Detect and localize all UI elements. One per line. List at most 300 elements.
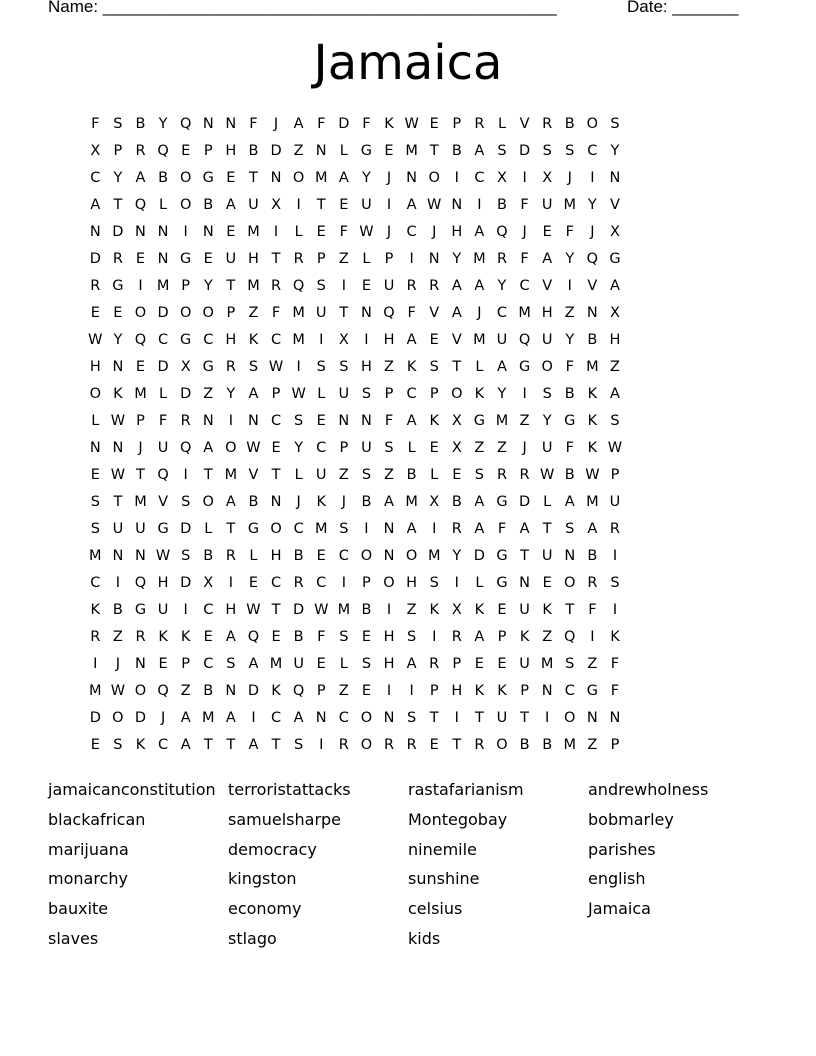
grid-letter: Y — [226, 386, 236, 402]
grid-letter: Z — [609, 359, 620, 375]
grid-letter: R — [112, 251, 123, 267]
word-search-grid — [84, 111, 626, 759]
grid-letter: S — [565, 143, 575, 159]
grid-letter: S — [361, 386, 372, 402]
grid-letter: O — [134, 683, 147, 699]
grid-letter: F — [565, 440, 574, 456]
grid-letter: T — [339, 305, 349, 321]
grid-letter: I — [522, 386, 527, 402]
grid-letter: C — [564, 683, 575, 699]
grid-letter: V — [158, 494, 169, 510]
grid-letter: B — [135, 116, 146, 132]
grid-letter: I — [341, 278, 346, 294]
grid-letter: F — [497, 521, 507, 537]
grid-letter: O — [179, 197, 192, 213]
grid-letter: A — [406, 413, 417, 429]
grid-letter: B — [564, 386, 575, 402]
grid-letter: Z — [338, 251, 349, 267]
grid-letter: F — [384, 413, 394, 429]
word-list-item: rastafarianism — [408, 780, 524, 799]
grid-letter: Q — [179, 440, 192, 456]
grid-letter: D — [89, 251, 101, 267]
grid-letter: E — [203, 629, 213, 645]
grid-letter: Z — [293, 143, 304, 159]
grid-letter: T — [316, 197, 326, 213]
grid-letter: Z — [542, 629, 553, 645]
grid-letter: S — [429, 359, 439, 375]
grid-letter: E — [474, 656, 484, 672]
grid-letter: C — [406, 224, 417, 240]
grid-letter: Y — [361, 170, 371, 186]
grid-letter: M — [405, 143, 418, 159]
word-list-item: kingston — [228, 869, 297, 889]
grid-letter: M — [563, 197, 577, 213]
grid-letter: J — [477, 305, 482, 321]
grid-letter: N — [112, 359, 124, 375]
grid-letter: V — [542, 278, 553, 294]
grid-letter: Z — [564, 305, 575, 321]
grid-letter: N — [609, 710, 621, 726]
grid-letter: D — [270, 143, 282, 159]
grid-letter: X — [451, 602, 462, 618]
grid-letter: F — [610, 683, 620, 699]
grid-letter: R — [135, 143, 146, 159]
grid-letter: F — [565, 359, 574, 375]
grid-letter: D — [157, 305, 169, 321]
grid-letter: J — [386, 224, 392, 240]
word-list-item: stlago — [228, 928, 277, 948]
grid-letter: K — [271, 683, 281, 699]
grid-letter: G — [202, 359, 214, 375]
grid-letter: S — [407, 710, 417, 726]
grid-letter: A — [180, 710, 191, 726]
grid-letter: O — [541, 359, 553, 375]
grid-letter: Y — [203, 278, 213, 294]
grid-row — [84, 435, 626, 462]
grid-letter: V — [248, 467, 259, 483]
grid-letter: A — [180, 737, 191, 753]
grid-letter: E — [361, 683, 371, 699]
grid-letter: S — [361, 467, 372, 483]
grid-letter: N — [406, 170, 418, 186]
grid-letter: J — [590, 224, 595, 240]
grid-letter: I — [183, 224, 188, 240]
grid-letter: X — [451, 440, 462, 456]
grid-letter: M — [586, 359, 599, 375]
grid-letter: H — [609, 332, 621, 348]
grid-letter: S — [113, 737, 123, 753]
grid-letter: T — [249, 170, 258, 186]
grid-letter: M — [156, 278, 170, 294]
grid-letter: A — [474, 494, 485, 510]
grid-letter: I — [319, 737, 324, 753]
grid-letter: C — [496, 305, 508, 321]
grid-letter: L — [475, 359, 484, 375]
grid-letter: X — [271, 197, 282, 213]
grid-letter: B — [497, 197, 507, 213]
grid-letter: I — [409, 251, 414, 267]
word-list-item: bobmarley — [588, 809, 674, 829]
grid-letter: U — [293, 656, 304, 672]
grid-letter: U — [519, 602, 530, 618]
grid-letter: F — [339, 224, 348, 240]
grid-letter: O — [360, 548, 373, 564]
grid-letter: B — [293, 548, 304, 564]
word-list-item: terroristattacks — [228, 780, 351, 799]
grid-letter: T — [113, 494, 123, 510]
grid-letter: N — [248, 413, 259, 429]
grid-letter: I — [364, 521, 369, 537]
grid-letter: D — [247, 683, 260, 699]
grid-letter: G — [247, 521, 260, 537]
grid-letter: N — [135, 656, 146, 672]
grid-letter: E — [135, 251, 146, 267]
grid-letter: T — [271, 467, 281, 483]
grid-letter: I — [612, 602, 618, 618]
grid-letter: I — [183, 467, 188, 483]
grid-letter: B — [248, 143, 259, 159]
grid-letter: S — [610, 413, 620, 429]
grid-letter: N — [586, 710, 598, 726]
grid-letter: P — [226, 305, 236, 321]
grid-letter: W — [268, 359, 284, 375]
grid-letter: A — [474, 143, 485, 159]
grid-letter: D — [180, 575, 192, 591]
grid-letter: A — [542, 251, 553, 267]
grid-letter: I — [228, 413, 233, 429]
grid-letter: J — [522, 440, 527, 456]
grid-letter: T — [136, 467, 145, 483]
grid-letter: T — [271, 737, 281, 753]
grid-letter: U — [248, 197, 259, 213]
grid-letter: N — [360, 413, 372, 429]
grid-letter: O — [360, 737, 373, 753]
grid-letter: K — [610, 629, 620, 645]
grid-letter: S — [90, 521, 100, 537]
grid-letter: I — [319, 332, 324, 348]
grid-letter: V — [609, 197, 620, 213]
grid-letter: N — [360, 305, 372, 321]
grid-letter: N — [541, 683, 553, 699]
word-list-item: democracy — [228, 839, 317, 859]
grid-letter: R — [383, 737, 395, 753]
grid-letter: U — [519, 656, 530, 672]
grid-letter: O — [270, 521, 282, 537]
grid-letter: E — [181, 143, 191, 159]
grid-letter: O — [451, 386, 463, 402]
grid-row — [84, 246, 626, 273]
grid-letter: U — [157, 440, 169, 456]
grid-letter: E — [316, 224, 326, 240]
grid-letter: T — [271, 251, 281, 267]
grid-letter: O — [360, 710, 373, 726]
grid-letter: I — [364, 332, 369, 348]
grid-letter: M — [247, 278, 260, 294]
grid-letter: W — [88, 332, 103, 348]
grid-letter: Z — [112, 629, 123, 645]
grid-letter: P — [384, 386, 394, 402]
grid-letter: M — [495, 413, 509, 429]
grid-letter: Y — [497, 386, 507, 402]
grid-letter: G — [180, 251, 192, 267]
grid-letter: R — [406, 278, 417, 294]
grid-letter: Q — [564, 629, 576, 645]
grid-letter: A — [406, 521, 417, 537]
grid-letter: I — [386, 197, 392, 213]
grid-letter: P — [497, 629, 507, 645]
grid-letter: H — [451, 683, 463, 699]
grid-letter: N — [609, 170, 621, 186]
grid-letter: T — [520, 710, 529, 726]
grid-letter: L — [249, 548, 258, 564]
grid-letter: A — [248, 656, 259, 672]
grid-letter: A — [609, 278, 620, 294]
grid-letter: M — [314, 521, 328, 537]
grid-letter: V — [519, 116, 530, 132]
grid-letter: G — [473, 413, 486, 429]
grid-letter: I — [183, 602, 188, 618]
grid-letter: A — [451, 305, 462, 321]
grid-letter: N — [428, 251, 440, 267]
grid-letter: C — [406, 386, 417, 402]
grid-letter: Z — [203, 386, 214, 402]
grid-letter: F — [520, 197, 529, 213]
grid-letter: R — [474, 737, 485, 753]
grid-letter: H — [406, 575, 418, 591]
word-list-item: monarchy — [48, 869, 128, 889]
grid-letter: T — [113, 197, 123, 213]
grid-letter: S — [384, 440, 394, 456]
grid-letter: M — [202, 710, 215, 726]
grid-letter: M — [314, 170, 328, 186]
grid-letter: E — [316, 656, 326, 672]
grid-letter: N — [135, 548, 146, 564]
grid-letter: S — [542, 143, 552, 159]
grid-letter: W — [110, 413, 126, 429]
grid-letter: D — [180, 386, 192, 402]
grid-letter: X — [338, 332, 349, 348]
grid-letter: V — [429, 305, 440, 321]
grid-letter: B — [112, 602, 123, 618]
grid-letter: A — [564, 494, 575, 510]
grid-letter: M — [247, 224, 260, 240]
grid-letter: T — [520, 548, 529, 564]
grid-letter: X — [429, 494, 440, 510]
grid-letter: Z — [338, 683, 349, 699]
grid-letter: H — [89, 359, 101, 375]
grid-letter: M — [89, 683, 102, 699]
grid-letter: S — [339, 521, 349, 537]
grid-row — [84, 543, 626, 570]
grid-row — [84, 570, 626, 597]
grid-letter: U — [135, 521, 146, 537]
grid-letter: F — [520, 251, 529, 267]
grid-letter: T — [226, 737, 236, 753]
grid-letter: Q — [157, 683, 169, 699]
grid-letter: T — [542, 521, 552, 537]
grid-letter: P — [316, 251, 326, 267]
grid-letter: K — [474, 683, 485, 699]
grid-letter: K — [316, 494, 326, 510]
grid-letter: I — [386, 683, 392, 699]
grid-row — [84, 381, 626, 408]
word-list-item: Montegobay — [408, 809, 508, 829]
grid-letter: H — [225, 332, 237, 348]
grid-letter: F — [91, 116, 100, 132]
grid-letter: N — [112, 548, 124, 564]
grid-letter: C — [270, 332, 282, 348]
grid-letter: W — [359, 224, 374, 240]
grid-letter: K — [519, 629, 530, 645]
grid-letter: H — [451, 224, 463, 240]
grid-letter: A — [519, 521, 530, 537]
grid-letter: S — [294, 413, 304, 429]
grid-letter: C — [270, 575, 282, 591]
grid-letter: X — [451, 413, 462, 429]
grid-letter: O — [179, 305, 192, 321]
grid-letter: S — [497, 143, 507, 159]
grid-letter: L — [543, 494, 552, 510]
grid-letter: Y — [565, 332, 575, 348]
grid-letter: R — [406, 737, 417, 753]
grid-letter: M — [224, 467, 238, 483]
grid-letter: N — [135, 224, 146, 240]
grid-letter: I — [228, 575, 233, 591]
grid-letter: N — [338, 413, 350, 429]
grid-letter: N — [383, 710, 395, 726]
grid-letter: X — [542, 170, 553, 186]
grid-letter: L — [362, 251, 371, 267]
grid-letter: N — [564, 548, 576, 564]
word-list-item: bauxite — [48, 899, 109, 919]
grid-letter: N — [89, 224, 101, 240]
grid-letter: N — [157, 251, 169, 267]
grid-letter: E — [429, 737, 439, 753]
grid-letter: E — [542, 575, 552, 591]
grid-letter: A — [474, 224, 485, 240]
grid-letter: U — [541, 440, 553, 456]
grid-letter: R — [293, 575, 304, 591]
grid-letter: Z — [406, 602, 417, 618]
grid-letter: S — [316, 359, 326, 375]
grid-row — [84, 462, 626, 489]
grid-letter: P — [384, 251, 394, 267]
grid-letter: R — [587, 575, 598, 591]
grid-letter: K — [180, 629, 191, 645]
grid-letter: W — [110, 467, 126, 483]
grid-row — [84, 219, 626, 246]
grid-letter: E — [248, 575, 259, 591]
grid-letter: Q — [247, 629, 260, 645]
grid-letter: E — [203, 251, 213, 267]
grid-letter: E — [316, 413, 326, 429]
grid-letter: N — [315, 710, 327, 726]
grid-row — [84, 597, 626, 624]
grid-letter: U — [157, 602, 169, 618]
grid-letter: M — [134, 386, 147, 402]
grid-letter: C — [90, 170, 101, 186]
grid-letter: Q — [518, 332, 531, 348]
grid-row — [84, 165, 626, 192]
grid-letter: S — [407, 629, 417, 645]
grid-letter: A — [406, 656, 417, 672]
grid-row — [84, 678, 626, 705]
grid-letter: E — [497, 602, 507, 618]
grid-letter: N — [586, 305, 598, 321]
grid-letter: B — [203, 548, 214, 564]
grid-letter: W — [404, 116, 419, 132]
grid-letter: C — [338, 710, 349, 726]
grid-letter: Y — [294, 440, 304, 456]
date-field-label: Date: _______ — [627, 0, 739, 16]
grid-letter: L — [159, 197, 168, 213]
grid-letter: Y — [452, 548, 462, 564]
grid-letter: Y — [452, 251, 462, 267]
word-list-item: economy — [228, 899, 302, 919]
grid-letter: I — [454, 170, 459, 186]
grid-letter: U — [541, 332, 553, 348]
grid-letter: M — [540, 656, 554, 672]
grid-letter: P — [610, 467, 620, 483]
grid-letter: E — [542, 224, 552, 240]
grid-letter: A — [248, 386, 259, 402]
grid-letter: Z — [338, 467, 349, 483]
grid-letter: K — [587, 386, 598, 402]
grid-letter: G — [202, 170, 214, 186]
grid-letter: C — [158, 737, 169, 753]
grid-letter: J — [138, 440, 143, 456]
grid-letter: Y — [565, 251, 575, 267]
grid-letter: M — [337, 602, 351, 618]
grid-letter: F — [588, 602, 597, 618]
grid-letter: G — [180, 332, 192, 348]
grid-letter: S — [610, 575, 620, 591]
grid-letter: Z — [180, 683, 191, 699]
grid-letter: P — [610, 737, 620, 753]
grid-letter: N — [270, 170, 282, 186]
grid-letter: Q — [383, 305, 395, 321]
grid-letter: A — [248, 737, 259, 753]
grid-letter: N — [315, 143, 327, 159]
grid-letter: B — [203, 197, 214, 213]
grid-letter: Y — [610, 143, 620, 159]
grid-letter: W — [607, 440, 623, 456]
grid-letter: S — [474, 467, 484, 483]
grid-letter: Q — [292, 278, 305, 294]
grid-letter: J — [341, 494, 346, 510]
grid-letter: F — [407, 305, 416, 321]
grid-letter: Z — [587, 737, 598, 753]
grid-letter: I — [273, 224, 279, 240]
grid-letter: Y — [542, 413, 552, 429]
word-list-item: marijuana — [48, 839, 129, 859]
grid-letter: O — [134, 305, 147, 321]
grid-row — [84, 192, 626, 219]
grid-letter: T — [452, 359, 462, 375]
grid-letter: G — [112, 278, 124, 294]
grid-letter: R — [338, 737, 349, 753]
grid-letter: N — [451, 197, 463, 213]
word-list — [48, 778, 768, 957]
grid-letter: O — [179, 170, 192, 186]
grid-letter: F — [271, 305, 281, 321]
grid-letter: U — [383, 278, 395, 294]
grid-letter: R — [225, 548, 236, 564]
grid-letter: C — [158, 332, 169, 348]
grid-letter: I — [522, 170, 527, 186]
grid-letter: R — [496, 251, 508, 267]
grid-letter: A — [203, 440, 214, 456]
